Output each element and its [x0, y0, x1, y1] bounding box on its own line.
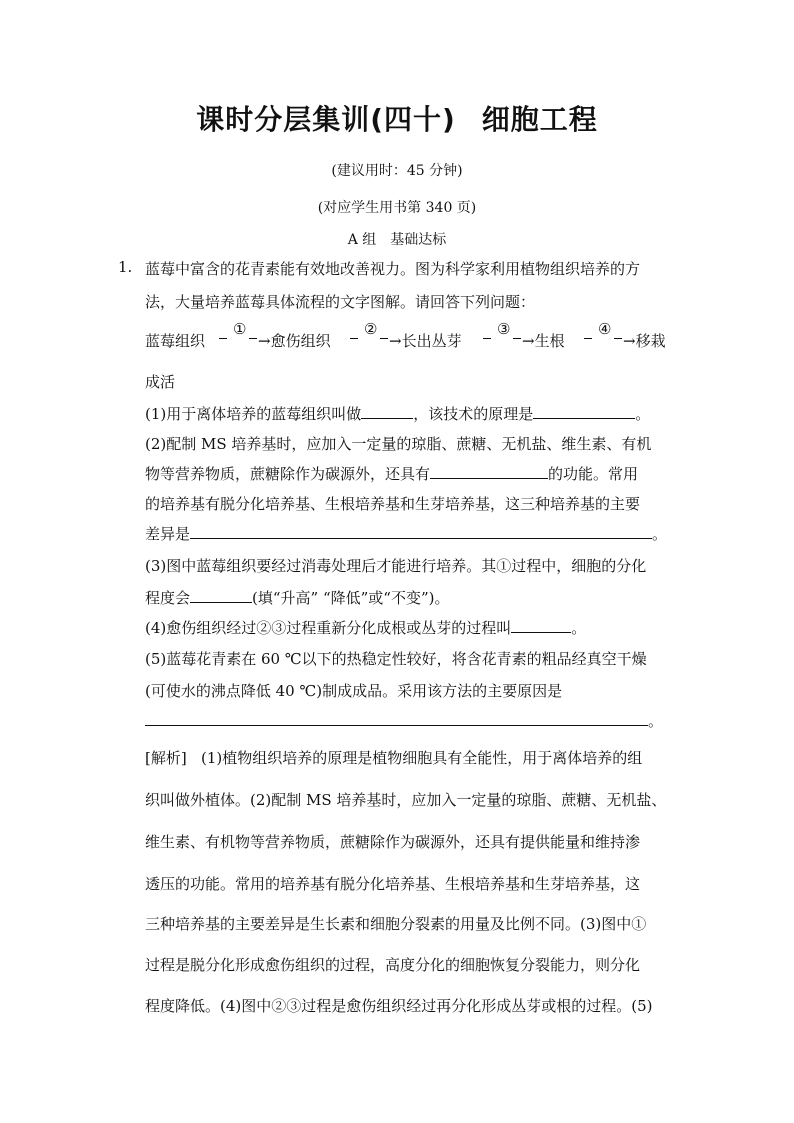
flow-node-blueberry-tissue: 蓝莓组织: [145, 332, 206, 350]
flow-step-2: ②: [364, 320, 378, 338]
analysis-line1: [解析] (1)植物组织培养的原理是植物细胞具有全能性，用于离体培养的组: [145, 749, 643, 767]
answer-blank-4[interactable]: [190, 523, 652, 539]
title-right: 细胞工程: [481, 103, 598, 136]
flow-arrow-4: [582, 320, 622, 356]
flow-step-1: ①: [233, 320, 247, 338]
subquestion-3-line2: 程度会 (填“升高” “降低”或“不变”)。: [145, 589, 450, 607]
group-heading: [0, 229, 794, 249]
analysis-line3: 维生素、有机物等营养物质，蔗糖除作为碳源外，还具有提供能量和维持渗: [145, 833, 641, 851]
answer-blank-7[interactable]: [145, 710, 648, 726]
group-label: A 组: [347, 232, 377, 248]
subquestion-3-line1: (3)图中蓝莓组织要经过消毒处理后才能进行培养。其①过程中，细胞的分化: [145, 557, 647, 575]
flow-step-4: ④: [598, 320, 612, 338]
flow-arrow-1: [217, 320, 257, 356]
analysis-line5: 三种培养基的主要差异是生长素和细胞分裂素的用量及比例不同。(3)图中①: [145, 915, 647, 933]
analysis-line6: 过程是脱分化形成愈伤组织的过程，高度分化的细胞恢复分裂能力，则分化: [145, 956, 641, 974]
flow-node-transplant: →移栽: [623, 332, 666, 350]
answer-blank-5[interactable]: [190, 587, 252, 603]
answer-blank-3[interactable]: [430, 463, 548, 479]
analysis-line4: 透压的功能。常用的培养基有脱分化培养基、生根培养基和生芽培养基，这: [145, 875, 641, 893]
analysis-line7: 程度降低。(4)图中②③过程是愈伤组织经过再分化形成丛芽或根的过程。(5): [145, 997, 653, 1015]
flow-node-rooting: →生根: [522, 332, 565, 350]
subquestion-2-line2: 物等营养物质，蔗糖除作为碳源外，还具有 的功能。常用: [145, 465, 639, 483]
answer-blank-6[interactable]: [511, 617, 571, 633]
question-number: 1.: [118, 258, 133, 276]
subquestion-2-line3: 的培养基有脱分化培养基、生根培养基和生芽培养基，这三种培养基的主要: [145, 495, 641, 513]
process-flow-diagram: [145, 320, 685, 356]
question-stem-line2: 法，大量培养蓝莓具体流程的文字图解。请回答下列问题：: [145, 293, 536, 311]
book-reference: (对应学生用书第 340 页): [317, 200, 477, 216]
group-name: 基础达标: [390, 232, 447, 248]
subquestion-4: (4)愈伤组织经过②③过程重新分化成根或丛芽的过程叫 。: [145, 619, 587, 637]
subquestion-2-line1: (2)配制 MS 培养基时，应加入一定量的琼脂、蔗糖、无机盐、维生素、有机: [145, 435, 652, 453]
subquestion-5-line3: 。: [145, 710, 663, 731]
flow-node-shoots: →长出丛芽: [389, 332, 462, 350]
flow-step-3: ③: [497, 320, 511, 338]
answer-blank-2[interactable]: [533, 403, 635, 419]
subquestion-5-line1: (5)蓝莓花青素在 60 ℃以下的热稳定性较好，将含花青素的粗品经真空干燥: [145, 650, 647, 668]
subquestion-5-line2: (可使水的沸点降低 40 ℃)制成成品。采用该方法的主要原因是: [145, 682, 563, 700]
subquestion-2-line4: 差异是 。: [145, 525, 668, 543]
flow-node-transplant-cont: 成活: [145, 373, 176, 391]
flow-node-callus: →愈伤组织: [258, 332, 331, 350]
subquestion-1: (1)用于离体培养的蓝莓组织叫做 ，该技术的原理是 。: [145, 405, 651, 423]
page-title: [0, 98, 794, 138]
answer-blank-1[interactable]: [361, 403, 413, 419]
suggested-time: (建议用时：45 分钟): [331, 163, 463, 179]
question-stem-line1: 蓝莓中富含的花青素能有效地改善视力。图为科学家利用植物组织培养的方: [145, 260, 641, 278]
flow-arrow-3: [481, 320, 521, 356]
flow-arrow-2: [348, 320, 388, 356]
title-left: 课时分层集训(四十): [196, 103, 456, 136]
analysis-tag: [解析]: [145, 749, 187, 767]
analysis-line2: 织叫做外植体。(2)配制 MS 培养基时，应加入一定量的琼脂、蔗糖、无机盐、: [145, 791, 667, 809]
